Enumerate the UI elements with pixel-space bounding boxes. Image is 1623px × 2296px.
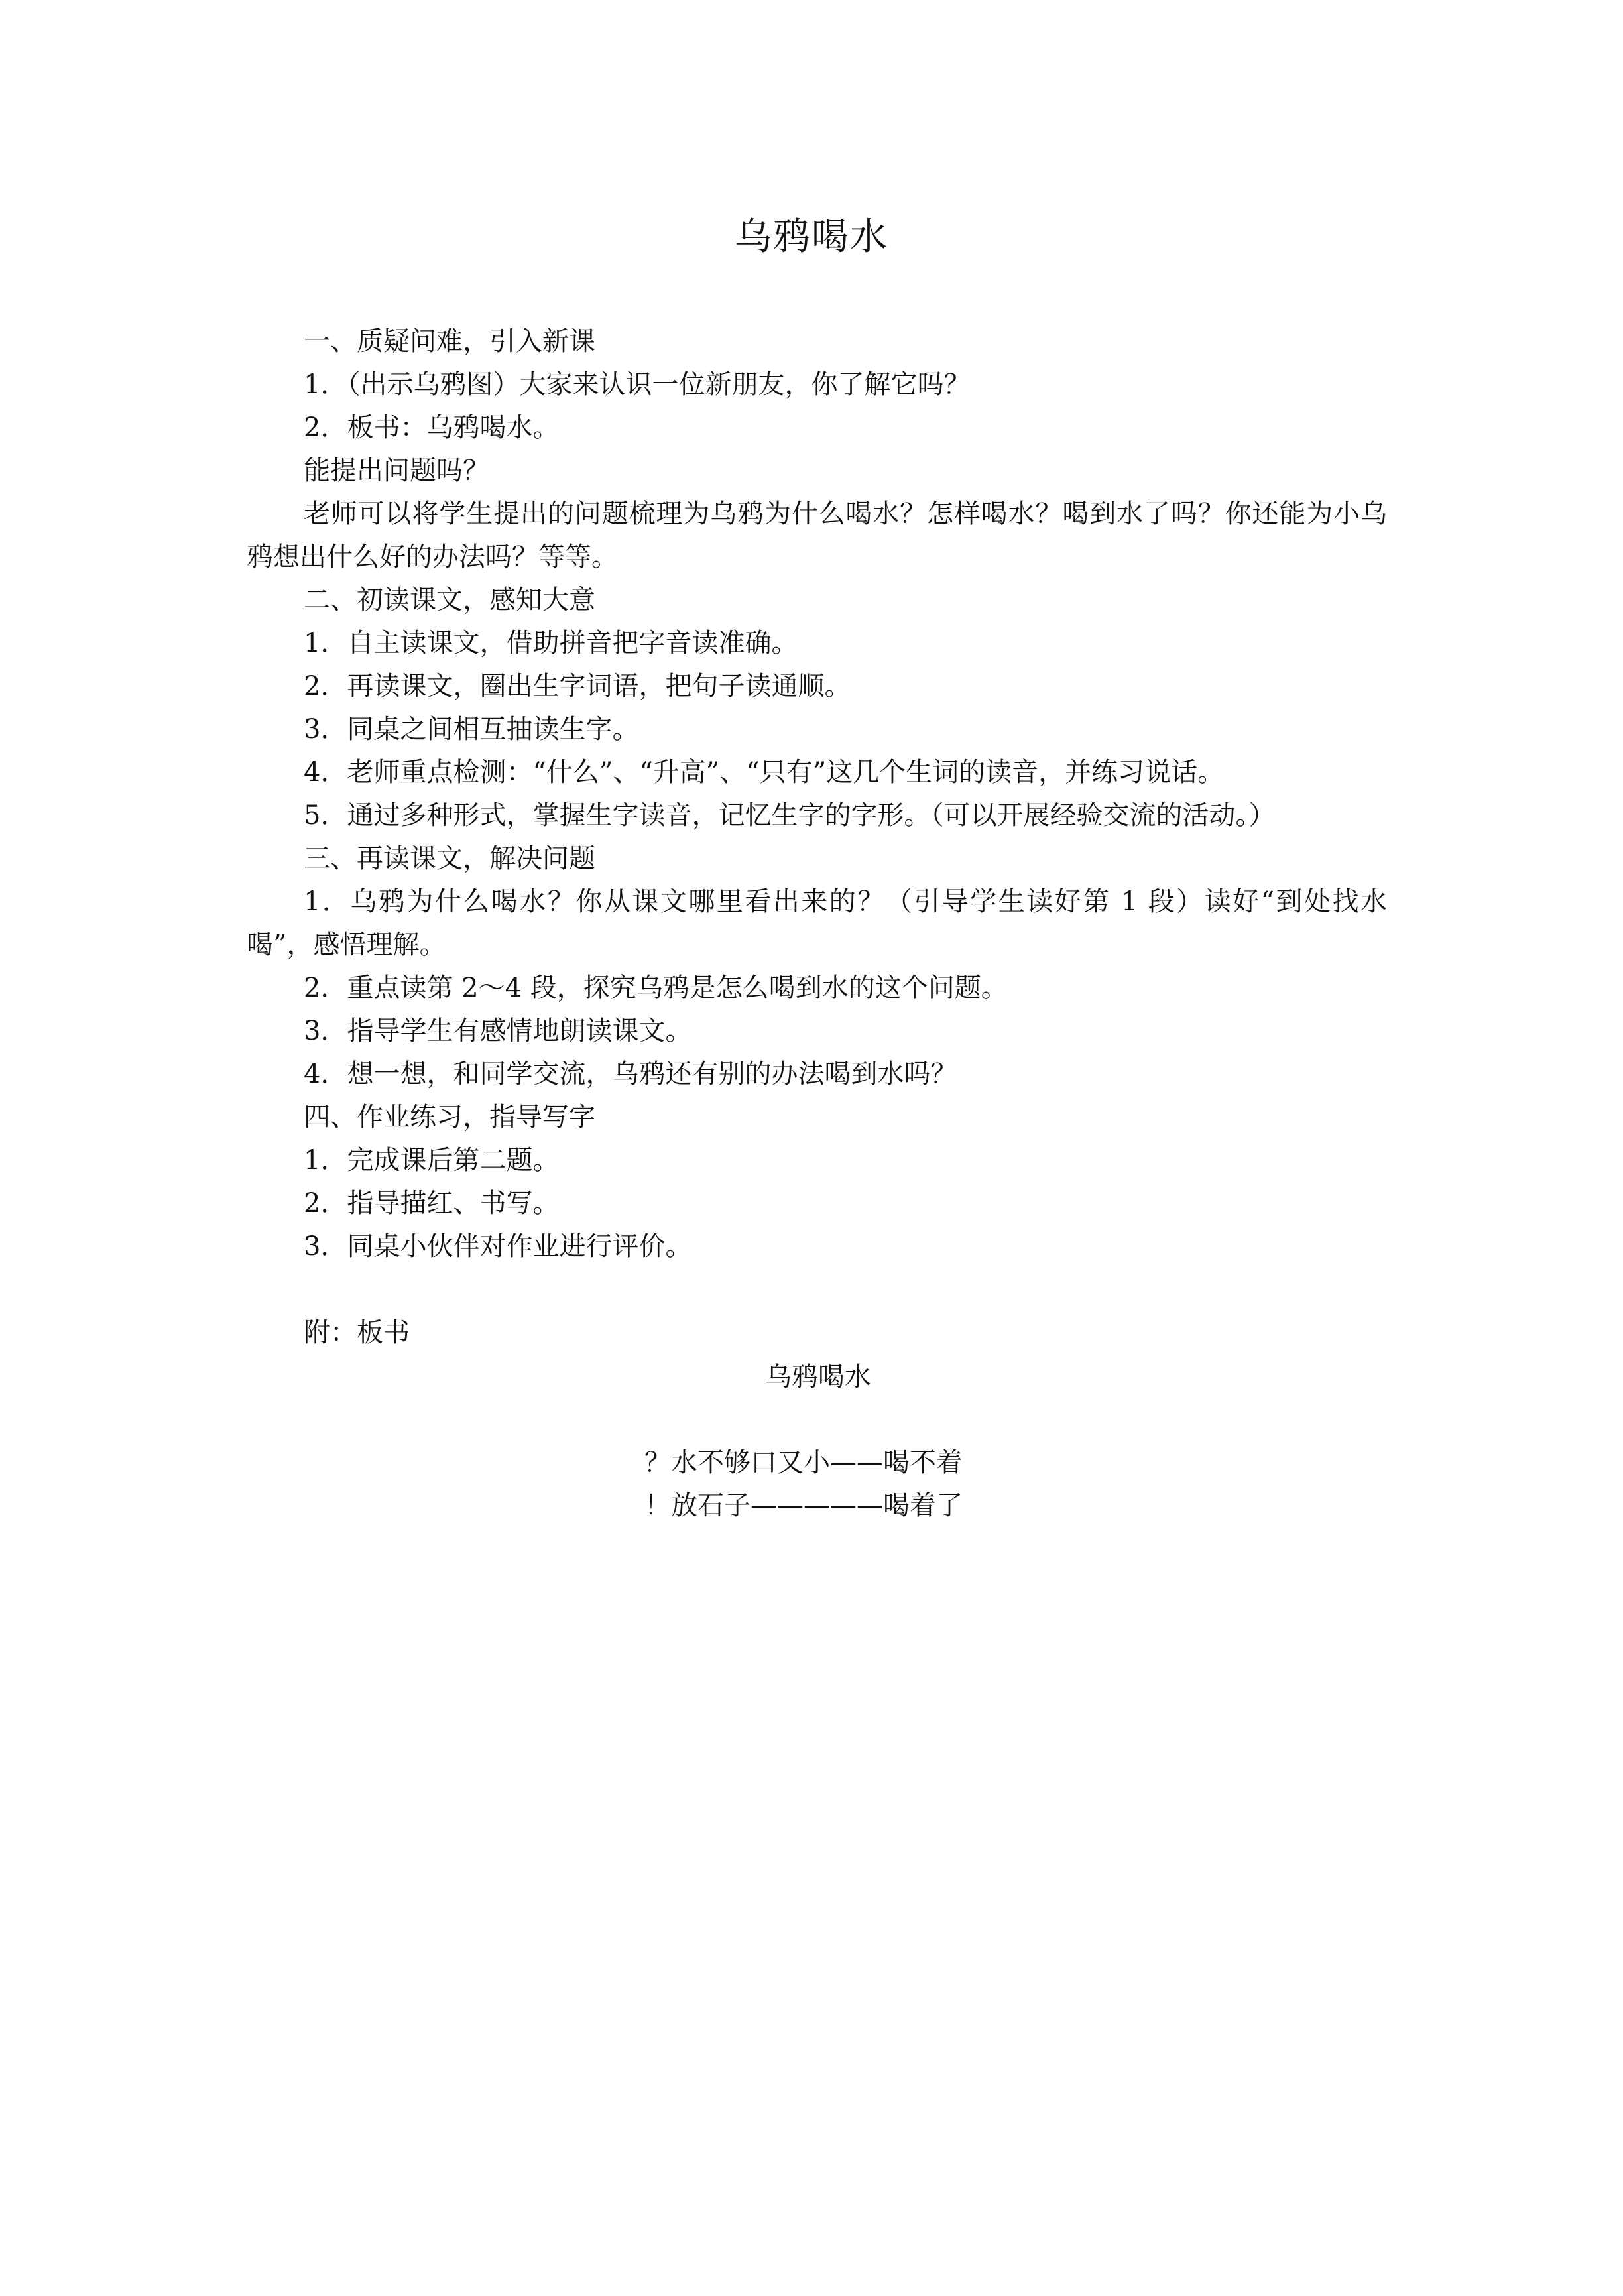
section-heading-4: 四、作业练习，指导写字 [304,1102,595,1132]
list-item: 1．自主读课文，借助拼音把字音读准确。 [304,628,798,658]
list-item: 2．指导描红、书写。 [304,1188,560,1219]
list-item: 1．（出示乌鸦图）大家来认识一位新朋友，你了解它吗？ [304,369,971,400]
list-item: 2．重点读第 2～4 段，探究乌鸦是怎么喝到水的这个问题。 [304,973,1008,1003]
section-heading-1: 一、质疑问难，引入新课 [304,326,595,357]
list-item: 3．指导学生有感情地朗读课文。 [304,1016,692,1046]
list-item: 4．想一想，和同学交流，乌鸦还有别的办法喝到水吗？ [304,1059,957,1089]
board-content [644,1441,963,1528]
list-item: 2．再读课文，圈出生字词语，把句子读通顺。 [304,671,851,701]
document-body [247,320,1387,1268]
list-item: 4．老师重点检测：“什么”、“升高”、“只有”这几个生词的读音，并练习说话。 [304,757,1225,788]
section-heading-2: 二、初读课文，感知大意 [304,585,595,615]
appendix-label: 附：板书 [304,1317,410,1348]
board-title: 乌鸦喝水 [765,1362,871,1392]
list-item: 1．乌鸦为什么喝水？你从课文哪里看出来的？（引导学生读好第 1 段）读好“到处找水喝”，感悟理解。 [247,886,1387,960]
list-item: 1．完成课后第二题。 [304,1145,560,1176]
list-item: 3．同桌小伙伴对作业进行评价。 [304,1231,692,1262]
board-line-answer: ！放石子—————喝着了 [644,1490,963,1521]
board-line-question: ？水不够口又小——喝不着 [644,1447,963,1478]
document-title: 乌鸦喝水 [735,215,888,259]
list-item: 2．板书：乌鸦喝水。 [304,412,560,443]
list-item: 5．通过多种形式，掌握生字读音，记忆生字的字形。（可以开展经验交流的活动。） [304,800,1276,831]
list-item: 3．同桌之间相互抽读生字。 [304,714,639,745]
paragraph: 能提出问题吗？ [304,455,489,486]
section-heading-3: 三、再读课文，解决问题 [304,843,595,874]
paragraph: 老师可以将学生提出的问题梳理为乌鸦为什么喝水？怎样喝水？喝到水了吗？你还能为小乌鸦想出什么好的办法吗？等等。 [247,499,1387,572]
